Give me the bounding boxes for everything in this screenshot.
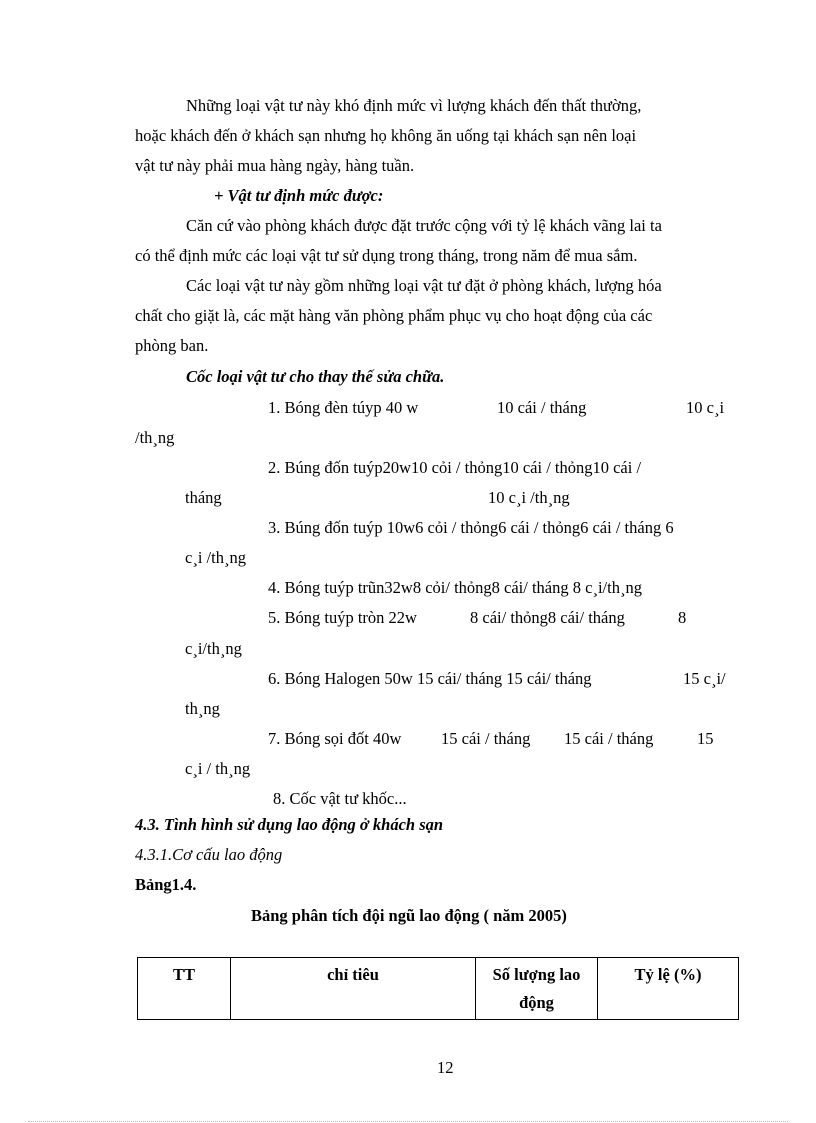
list-item-text: 8. Cốc vật tư khốc... — [273, 789, 407, 808]
paragraph-line: chất cho giặt là, các mặt hàng văn phòng phẩm phục vụ cho hoạt động của các — [135, 306, 653, 325]
list-item-text: c¸i / th¸ng — [185, 759, 251, 778]
subheading-line: Cốc loại vật tư cho thay thế sửa chữa. — [186, 367, 445, 386]
paragraph-line: Các loại vật tư này gồm những loại vật tư đặt ở phòng khách, lượng hóa — [186, 276, 662, 295]
table-label: Bảng1.4. — [135, 875, 197, 894]
paragraph-line: có thể định mức các loại vật tư sử dụng trong tháng, trong năm để mua sắm. — [135, 246, 638, 265]
list-item-text: tháng — [185, 488, 222, 507]
list-item-text: 10 c¸i /th¸ng — [488, 488, 570, 507]
list-item-text: 3. Búng đốn tuýp 10w6 cỏi / thỏng6 cái / thỏng6 cái / tháng 6 — [268, 518, 674, 537]
subheading-line: + Vật tư định mức được: — [214, 186, 384, 205]
paragraph-line: hoặc khách đến ở khách sạn nhưng họ không ăn uống tại khách sạn nên loại — [135, 126, 637, 145]
list-item-text: 8 cái/ thỏng8 cái/ tháng — [470, 608, 625, 627]
table-header-cell: Tỷ lệ (%) — [598, 958, 739, 1020]
table-header-cell: chỉ tiêu — [231, 958, 476, 1020]
list-item-text: 6. Bóng Halogen 50w 15 cái/ tháng 15 cái/ tháng — [268, 669, 592, 688]
list-item-text: /th¸ng — [135, 428, 175, 447]
paragraph-line: phòng ban. — [135, 336, 209, 355]
labor-table — [137, 957, 739, 1020]
table-header-row — [138, 958, 739, 1020]
list-item-text: c¸i/th¸ng — [185, 639, 242, 658]
list-item-text: 7. Bóng sọi đốt 40w — [268, 729, 402, 748]
list-item-text: 8 — [678, 608, 687, 627]
list-item-text: 2. Búng đốn tuýp20w10 cỏi / thỏng10 cái / thỏng10 cái / — [268, 458, 642, 477]
list-item-text: c¸i /th¸ng — [185, 548, 246, 567]
table-header-cell: Số lượng lao động — [476, 958, 598, 1020]
list-item-text: 15 cái / tháng — [441, 729, 531, 748]
list-item-text: 15 — [697, 729, 714, 748]
list-item-text: 10 cái / tháng — [497, 398, 587, 417]
section-heading: 4.3. Tình hình sử dụng lao động ở khách sạn — [135, 815, 444, 834]
paragraph-line: Căn cứ vào phòng khách được đặt trước cộng với tỷ lệ khách vãng lai ta — [186, 216, 662, 235]
page-bottom-divider — [28, 1121, 788, 1122]
list-item-text: 5. Bóng tuýp tròn 22w — [268, 608, 417, 627]
list-item-text: 4. Bóng tuýp trũn32w8 cỏi/ thỏng8 cái/ tháng 8 c¸i/th¸ng — [268, 578, 642, 597]
list-item-text: 15 cái / tháng — [564, 729, 654, 748]
list-item-text: th¸ng — [185, 699, 220, 718]
list-item-text: 1. Bóng đèn túyp 40 w — [268, 398, 419, 417]
subsection-heading: 4.3.1.Cơ cấu lao động — [135, 845, 283, 864]
table-title: Bảng phân tích đội ngũ lao động ( năm 2005) — [251, 906, 567, 925]
paragraph-line: vật tư này phải mua hàng ngày, hàng tuần. — [135, 156, 415, 175]
paragraph-line: Những loại vật tư này khó định mức vì lượng khách đến thất thường, — [186, 96, 642, 115]
list-item-text: 10 c¸i — [686, 398, 725, 417]
page-number: 12 — [437, 1058, 454, 1077]
table-header-cell: TT — [138, 958, 231, 1020]
list-item-text: 15 c¸i/ — [683, 669, 726, 688]
